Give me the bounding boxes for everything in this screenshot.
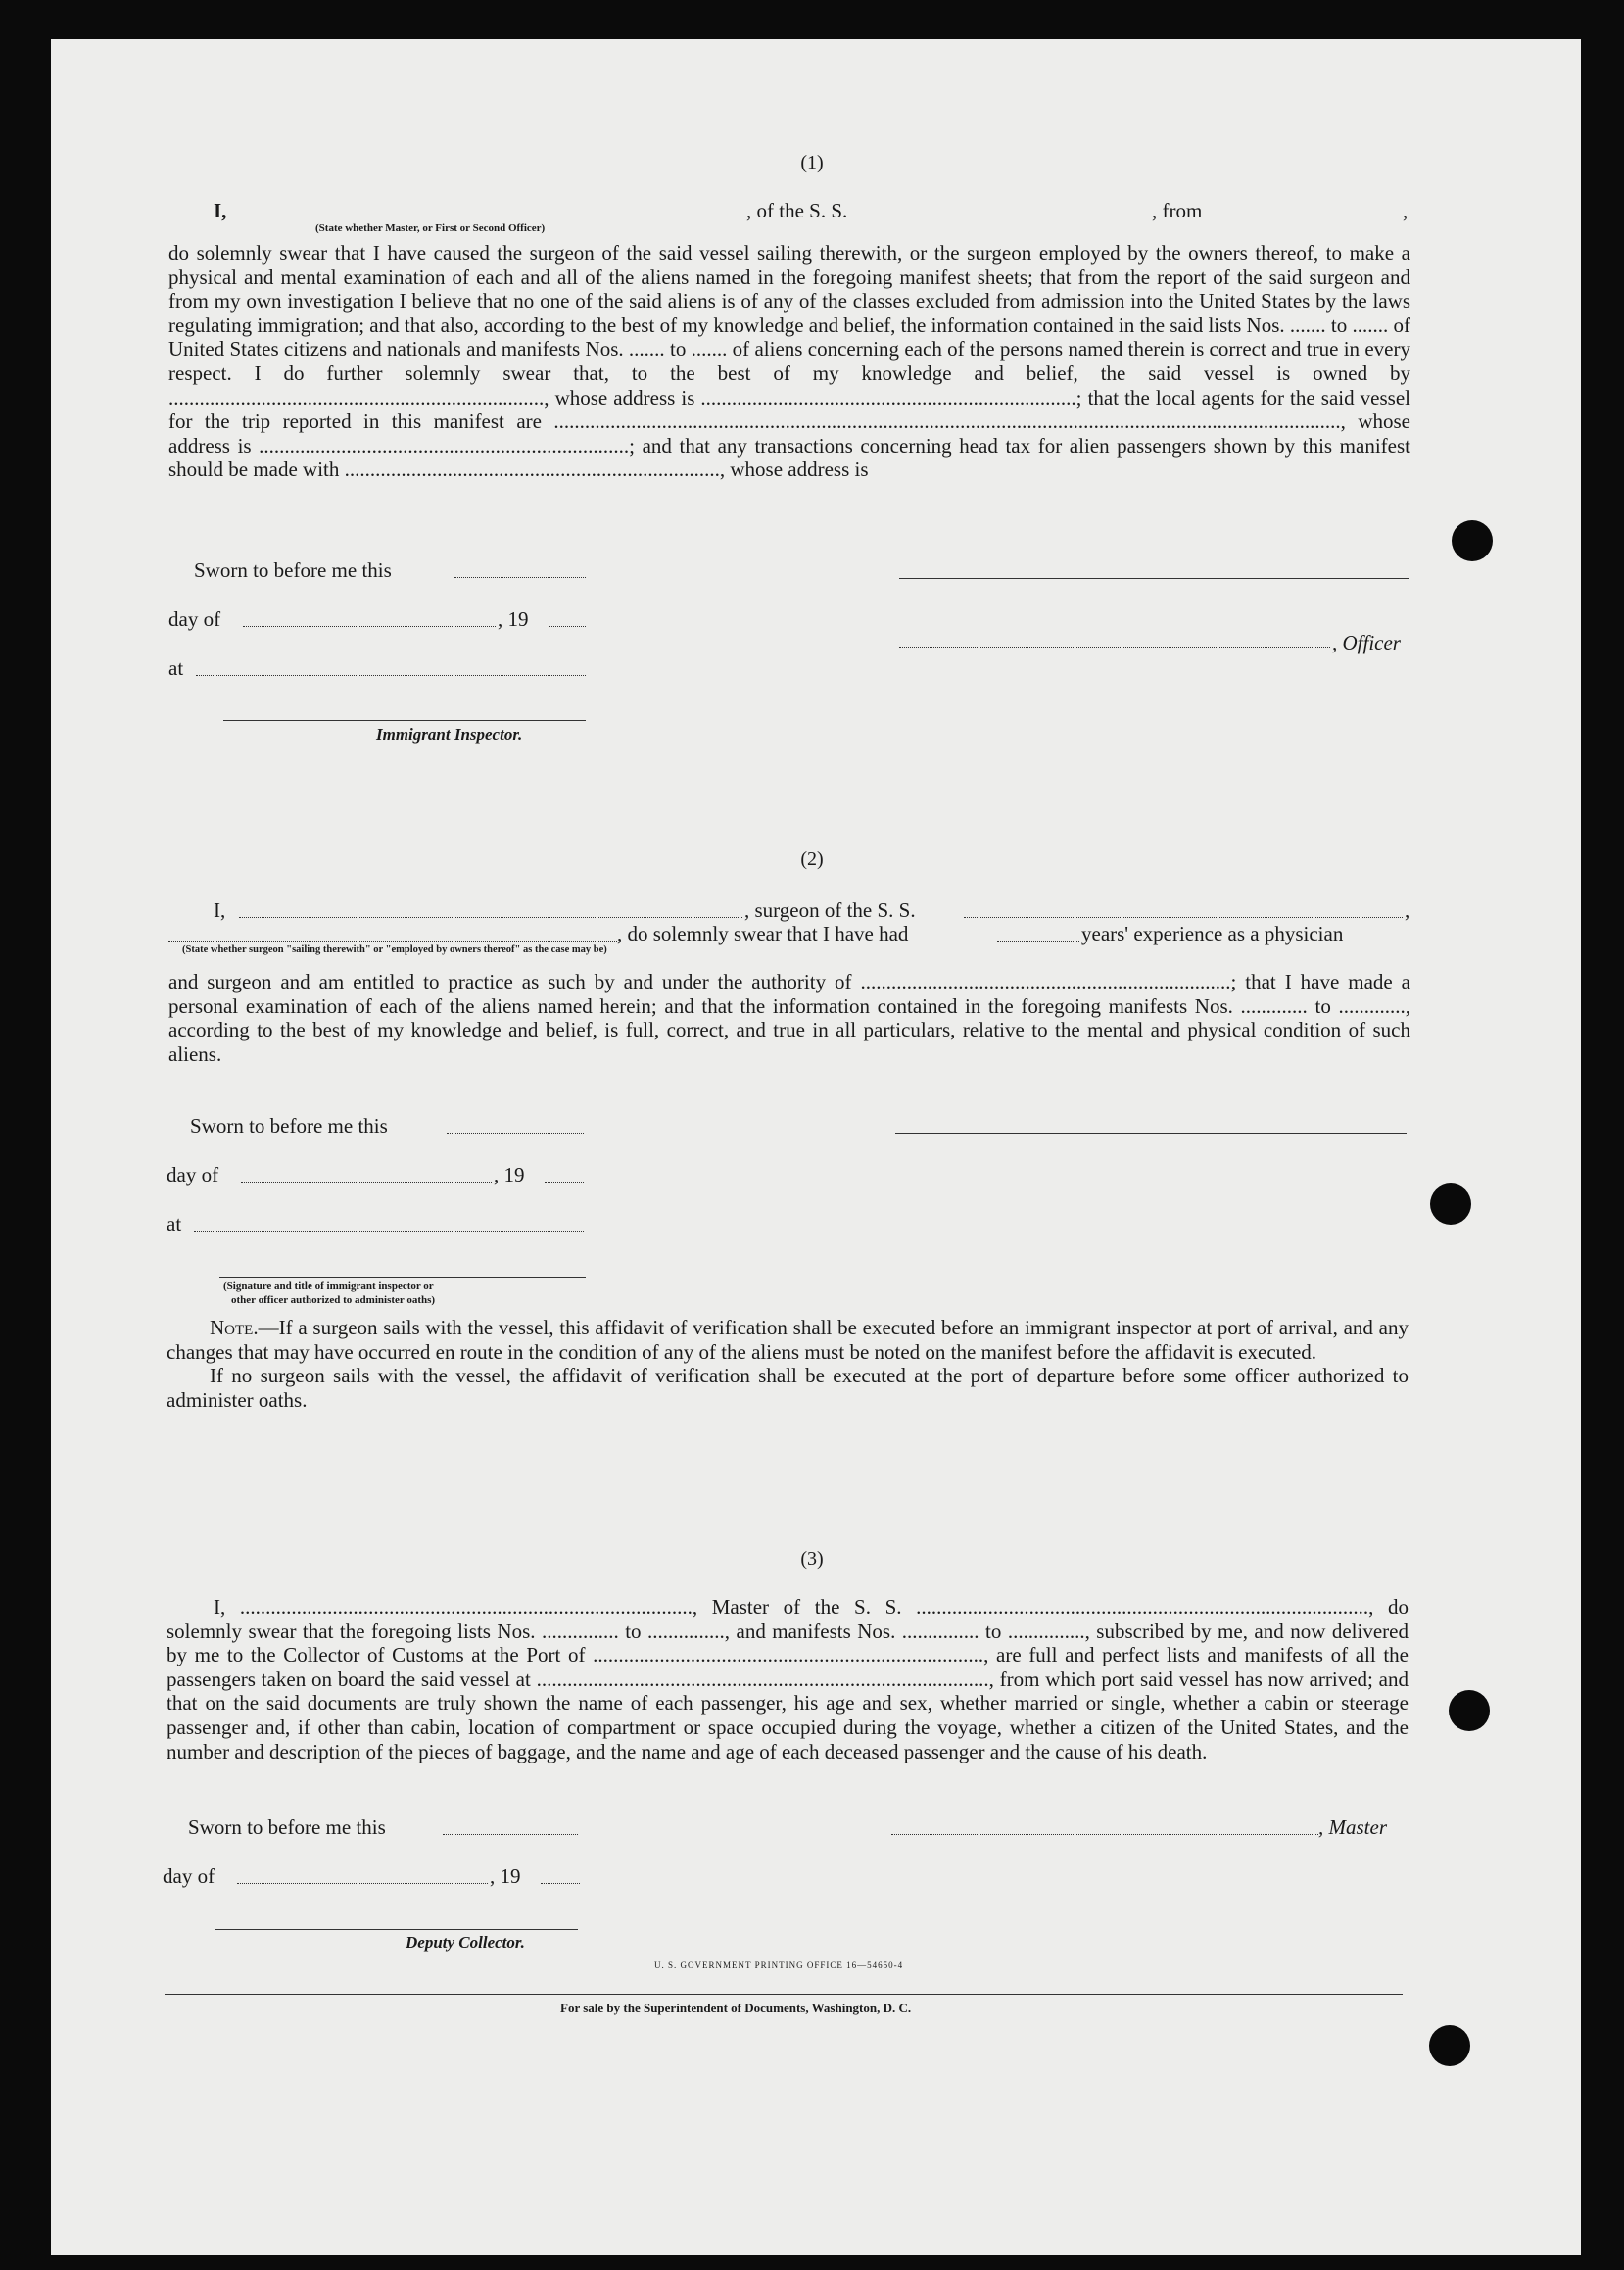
s2-day-line — [241, 1182, 492, 1183]
punch-hole — [1449, 1690, 1490, 1731]
s1-sworn: Sworn to before me this — [194, 558, 392, 582]
s2-name-line — [239, 917, 742, 918]
s1-day-line — [243, 626, 496, 627]
s3-sworn-line — [443, 1834, 578, 1835]
s2-sworn: Sworn to before me this — [190, 1114, 388, 1137]
footer-sale-note: For sale by the Superintendent of Documents, Washington, D. C. — [560, 2001, 912, 2015]
s3-master-label: , Master — [1318, 1815, 1387, 1839]
s2-at: at — [167, 1212, 182, 1235]
s1-inspector-sig-line — [223, 720, 586, 721]
s3-year: , 19 — [490, 1864, 521, 1888]
s3-collector-label: Deputy Collector. — [406, 1933, 525, 1952]
s2-dayof: day of — [167, 1163, 219, 1186]
s2-years-line — [997, 941, 1079, 942]
s2-comma: , — [1405, 898, 1410, 922]
s2-swear: , do solemnly swear that I have had — [617, 922, 909, 945]
s1-sworn-line — [454, 577, 586, 578]
s1-of-ss: , of the S. S. — [746, 199, 848, 222]
s1-inspector-label: Immigrant Inspector. — [376, 725, 523, 744]
s1-year: , 19 — [498, 607, 529, 631]
s2-sig-note-1: (Signature and title of immigrant inspector or — [223, 1280, 434, 1292]
punch-hole — [1430, 1183, 1471, 1225]
s1-officer-sig-line — [899, 578, 1409, 579]
s2-note-label: Note. — [210, 1316, 259, 1339]
punch-hole — [1452, 520, 1493, 561]
s2-status-line — [168, 941, 617, 942]
s2-sworn-line — [447, 1133, 584, 1134]
s2-status-note: (State whether surgeon "sailing therewith" or "employed by owners thereof" as the case may be) — [182, 944, 607, 955]
section-2-note — [167, 1316, 1409, 1412]
section-1-number: (1) — [800, 152, 824, 173]
s2-year-line — [545, 1182, 584, 1183]
s2-paragraph: and surgeon and am entitled to practice as such by and under the authority of ........................................................................; that I have made a personal examination of each of the aliens named herein; and that the information contained in the foregoing manifests Nos. ............. to ............., according to the best of my knowledge and belief, is full, correct, and true in all particulars, relative to the mental and physical condition of such aliens. — [168, 970, 1410, 1066]
section-3-body — [167, 1595, 1409, 1763]
s1-at-line — [196, 675, 586, 676]
s1-officer-line2 — [899, 647, 1330, 648]
s3-year-line — [541, 1883, 580, 1884]
s1-dayof: day of — [168, 607, 221, 631]
s1-year-line — [549, 626, 586, 627]
s1-officer-label: , Officer — [1332, 631, 1401, 654]
s2-years: years' experience as a physician — [1081, 922, 1344, 945]
s2-note-text: —If a surgeon sails with the vessel, this affidavit of verification shall be executed before an immigrant inspector at port of arrival, and any changes that may have occurred en route in the condition of any of the aliens must be noted on the manifest before the affidavit is executed. — [167, 1316, 1409, 1364]
s1-paragraph: do solemnly swear that I have caused the surgeon of the said vessel sailing therewith, or the surgeon employed by the owners thereof, to make a physical and mental examination of each and all of the aliens named in the foregoing manifest sheets; that from the report of the said surgeon and from my own investigation I believe that no one of the said aliens is of any of the classes excluded from admission into the United States by the laws regulating immigration; and that also, according to the best of my knowledge and belief, the information contained in the said lists Nos. ....... to ....... of United States citizens and nationals and manifests Nos. ....... to ....... of aliens concerning each of the persons named therein is correct and true in every respect. I do further solemnly swear that, to the best of my knowledge and belief, the said vessel is owned by ........................................................................., whose address is .........................................................................; that the local agents for the said vessel for the trip reported in this manifest are ........................................................................................................................................................., whose address is ........................................................................; and that any transactions concerning head tax for alien passengers shown by this manifest should be made with ........................................................................., whose address is — [168, 241, 1410, 482]
s2-surgeon-sig-line — [895, 1133, 1407, 1134]
s2-surgeon-of: , surgeon of the S. S. — [744, 898, 916, 922]
punch-hole — [1429, 2025, 1470, 2066]
s3-dayof: day of — [163, 1864, 215, 1888]
s2-note-text-2: If no surgeon sails with the vessel, the affidavit of verification shall be executed at the port of departure before some officer authorized to administer oaths. — [167, 1364, 1409, 1412]
s3-master-sig-line — [891, 1834, 1318, 1835]
section-3-number: (3) — [800, 1548, 824, 1570]
section-2-number: (2) — [800, 848, 824, 870]
section-1-body — [168, 241, 1410, 482]
s3-sworn: Sworn to before me this — [188, 1815, 386, 1839]
s2-sig-note-2: other officer authorized to administer oaths) — [231, 1294, 436, 1306]
section-2-body — [168, 970, 1410, 1066]
s2-i: I, — [214, 898, 226, 922]
s2-at-line — [194, 1231, 584, 1232]
s2-inspector-sig-line — [219, 1277, 586, 1278]
s2-ship-line — [964, 917, 1403, 918]
s3-day-line — [237, 1883, 488, 1884]
s3-collector-sig-line — [215, 1929, 578, 1930]
s1-i: I, — [214, 199, 227, 222]
footer-rule — [165, 1994, 1403, 1995]
printing-office-imprint: U. S. GOVERNMENT PRINTING OFFICE 16—54650-4 — [654, 1960, 904, 1970]
s3-paragraph: I, ........................................................................................, Master of the S. S. ........................................................................................, do solemnly swear that the foregoing lists Nos. ............... to ..............., and manifests Nos. ............... to ..............., subscribed by me, and now delivered by me to the Collector of Customs at the Port of ............................................................................, are full and perfect lists and manifests of all the passengers taken on board the said vessel at ........................................................................................, from which port said vessel has now arrived; and that on the said documents are truly shown the name of each passenger, his age and sex, whether married or single, whether a cabin or steerage passenger and, if other than cabin, location of compartment or space occupied during the voyage, whether a citizen of the United States, and the number and description of the pieces of baggage, and the name and age of each deceased passenger and the cause of his death. — [167, 1595, 1409, 1763]
s1-comma: , — [1403, 199, 1409, 222]
s1-officer-note: (State whether Master, or First or Second Officer) — [315, 222, 546, 234]
s2-year: , 19 — [494, 1163, 525, 1186]
s1-at: at — [168, 656, 184, 680]
s1-from: , from — [1152, 199, 1203, 222]
